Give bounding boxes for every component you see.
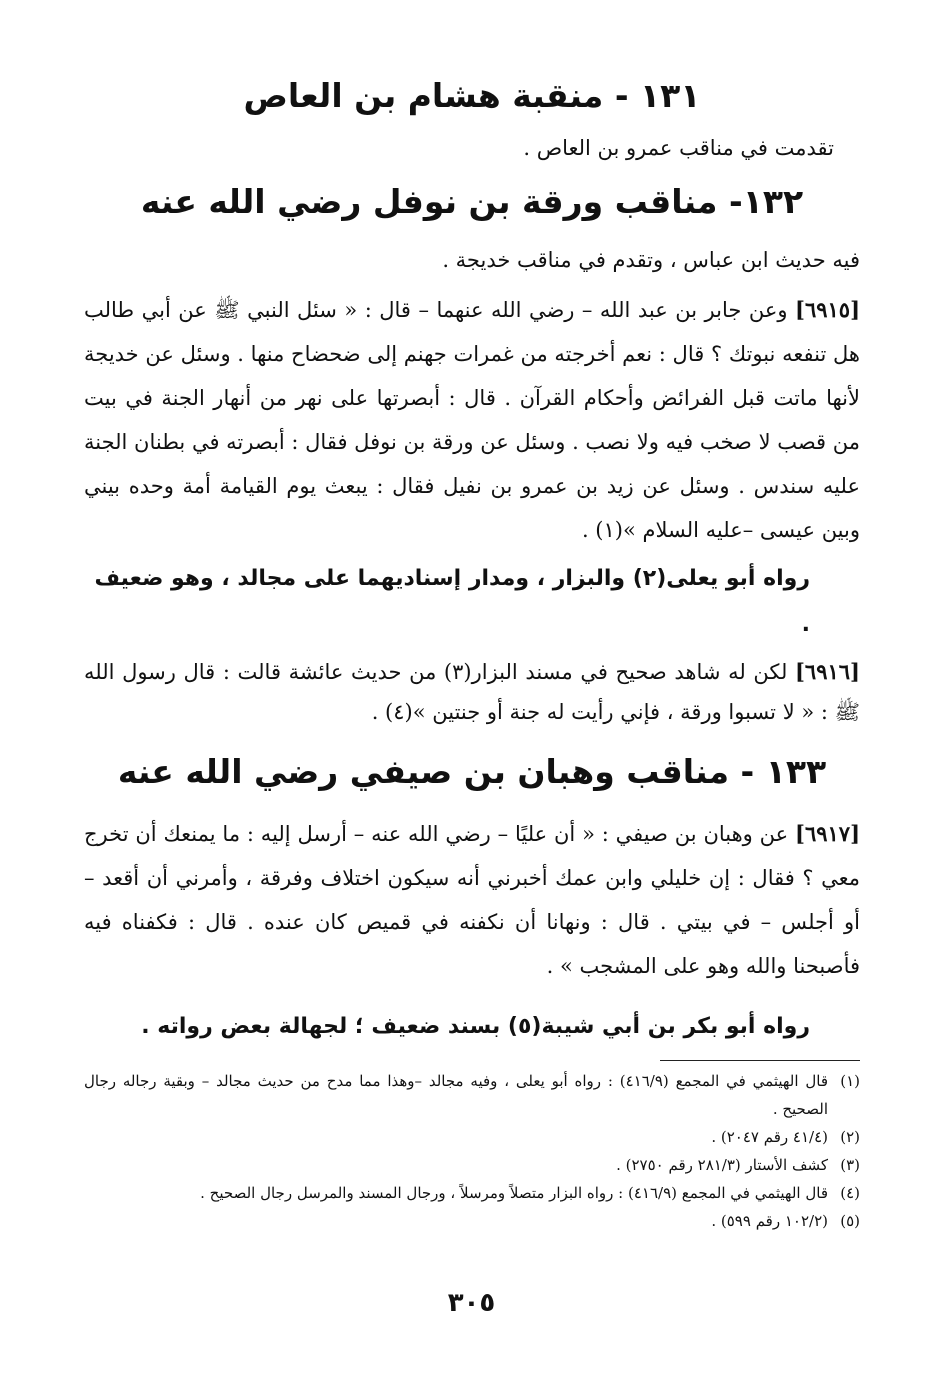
intro-132: فيه حديث ابن عباس ، وتقدم في مناقب خديجة . <box>442 248 860 272</box>
footnote-2 <box>84 1123 860 1151</box>
heading-133: ١٣٣ - مناقب وهبان بن صيفي رضي الله عنه <box>117 752 827 791</box>
footnote-5 <box>84 1207 860 1235</box>
hadith-6916 <box>84 652 860 732</box>
grading-note-1: رواه أبو يعلى(٢) والبزار ، ومدار إسناديهما على مجالد ، وهو ضعيف . <box>94 566 810 637</box>
footnote-1 <box>84 1067 860 1123</box>
hadith-6915 <box>84 288 860 552</box>
footnote-text: قال الهيثمي في المجمع (٤١٦/٩) : رواه البزار متصلاً ومرسلاً ، ورجال المسند والمرسل رجال الصحيح . <box>200 1184 828 1202</box>
page-body <box>84 70 860 1235</box>
hadith-text-6917: عن وهبان بن صيفي : « أن عليًا – رضي الله عنه – أرسل إليه : ما يمنعك أن تخرج معي ؟ فقال : إن خليلي وابن عمك أخبرني أنه سيكون اختلاف وفرقة ، وأمرني أن أقعد – أو أجلس – في بيتي . قال : ونهانا أن نكفنه في قميص كان عنده . قال : فكفناه فيه فأصبحنا والله وهو على المشجب » . <box>84 822 860 978</box>
footnote-separator <box>660 1060 860 1061</box>
text-131: تقدمت في مناقب عمرو بن العاص . <box>523 136 834 160</box>
footnote-number: (١) <box>840 1072 860 1090</box>
footnote-text: قال الهيثمي في المجمع (٤١٦/٩) : رواه أبو يعلى ، وفيه مجالد –وهذا مما مدح من حديث مجالد – وبقية رجاله رجال الصحيح . <box>84 1072 828 1118</box>
heading-131: ١٣١ - منقبة هشام بن العاص <box>243 76 701 115</box>
footnotes <box>84 1067 860 1235</box>
grading-note-2: رواه أبو بكر بن أبي شيبة(٥) بسند ضعيف ؛ لجهالة بعض رواته . <box>141 1014 810 1039</box>
heading-132: ١٣٢- مناقب ورقة بن نوفل رضي الله عنه <box>140 182 804 221</box>
footnote-text: (٤١/٤ رقم ٢٠٤٧) . <box>711 1128 828 1146</box>
footnote-4 <box>84 1179 860 1207</box>
hadith-number-6917: [٦٩١٧] <box>795 821 860 846</box>
footnote-number: (٥) <box>840 1212 860 1230</box>
hadith-number-6916: [٦٩١٦] <box>794 659 860 684</box>
hadith-number-6915: [٦٩١٥] <box>795 297 860 322</box>
page-number: ٣٠٥ <box>447 1288 496 1318</box>
footnote-3 <box>84 1151 860 1179</box>
footnote-number: (٢) <box>840 1128 860 1146</box>
hadith-6917 <box>84 812 860 988</box>
hadith-text-6915: وعن جابر بن عبد الله – رضي الله عنهما – قال : « سئل النبي ﷺ عن أبي طالب هل تنفعه نبوتك ؟ قال : نعم أخرجته من غمرات جهنم إلى ضحضاح منها . وسئل عن خديجة لأنها ماتت قبل الفرائض وأحكام القرآن . قال : أبصرتها على نهر من أنهار الجنة في بيت من قصب لا صخب فيه ولا نصب . وسئل عن ورقة بن نوفل فقال : أبصرته في بطنان الجنة عليه سندس . وسئل عن زيد بن عمرو بن نفيل فقال : يبعث يوم القيامة أمة وحده بيني وبين عيسى –عليه السلام »(١) . <box>83 298 860 542</box>
hadith-text-6916: لكن له شاهد صحيح في مسند البزار(٣) من حديث عائشة قالت : قال رسول الله ﷺ : « لا تسبوا ورقة ، فإني رأيت له جنة أو جنتين »(٤) . <box>84 660 860 724</box>
footnote-text: كشف الأستار (٢٨١/٣ رقم ٢٧٥٠) . <box>616 1156 828 1174</box>
footnote-number: (٤) <box>840 1184 860 1202</box>
footnote-number: (٣) <box>840 1156 860 1174</box>
footnote-text: (١٠٢/٢ رقم ٥٩٩) . <box>711 1212 828 1230</box>
